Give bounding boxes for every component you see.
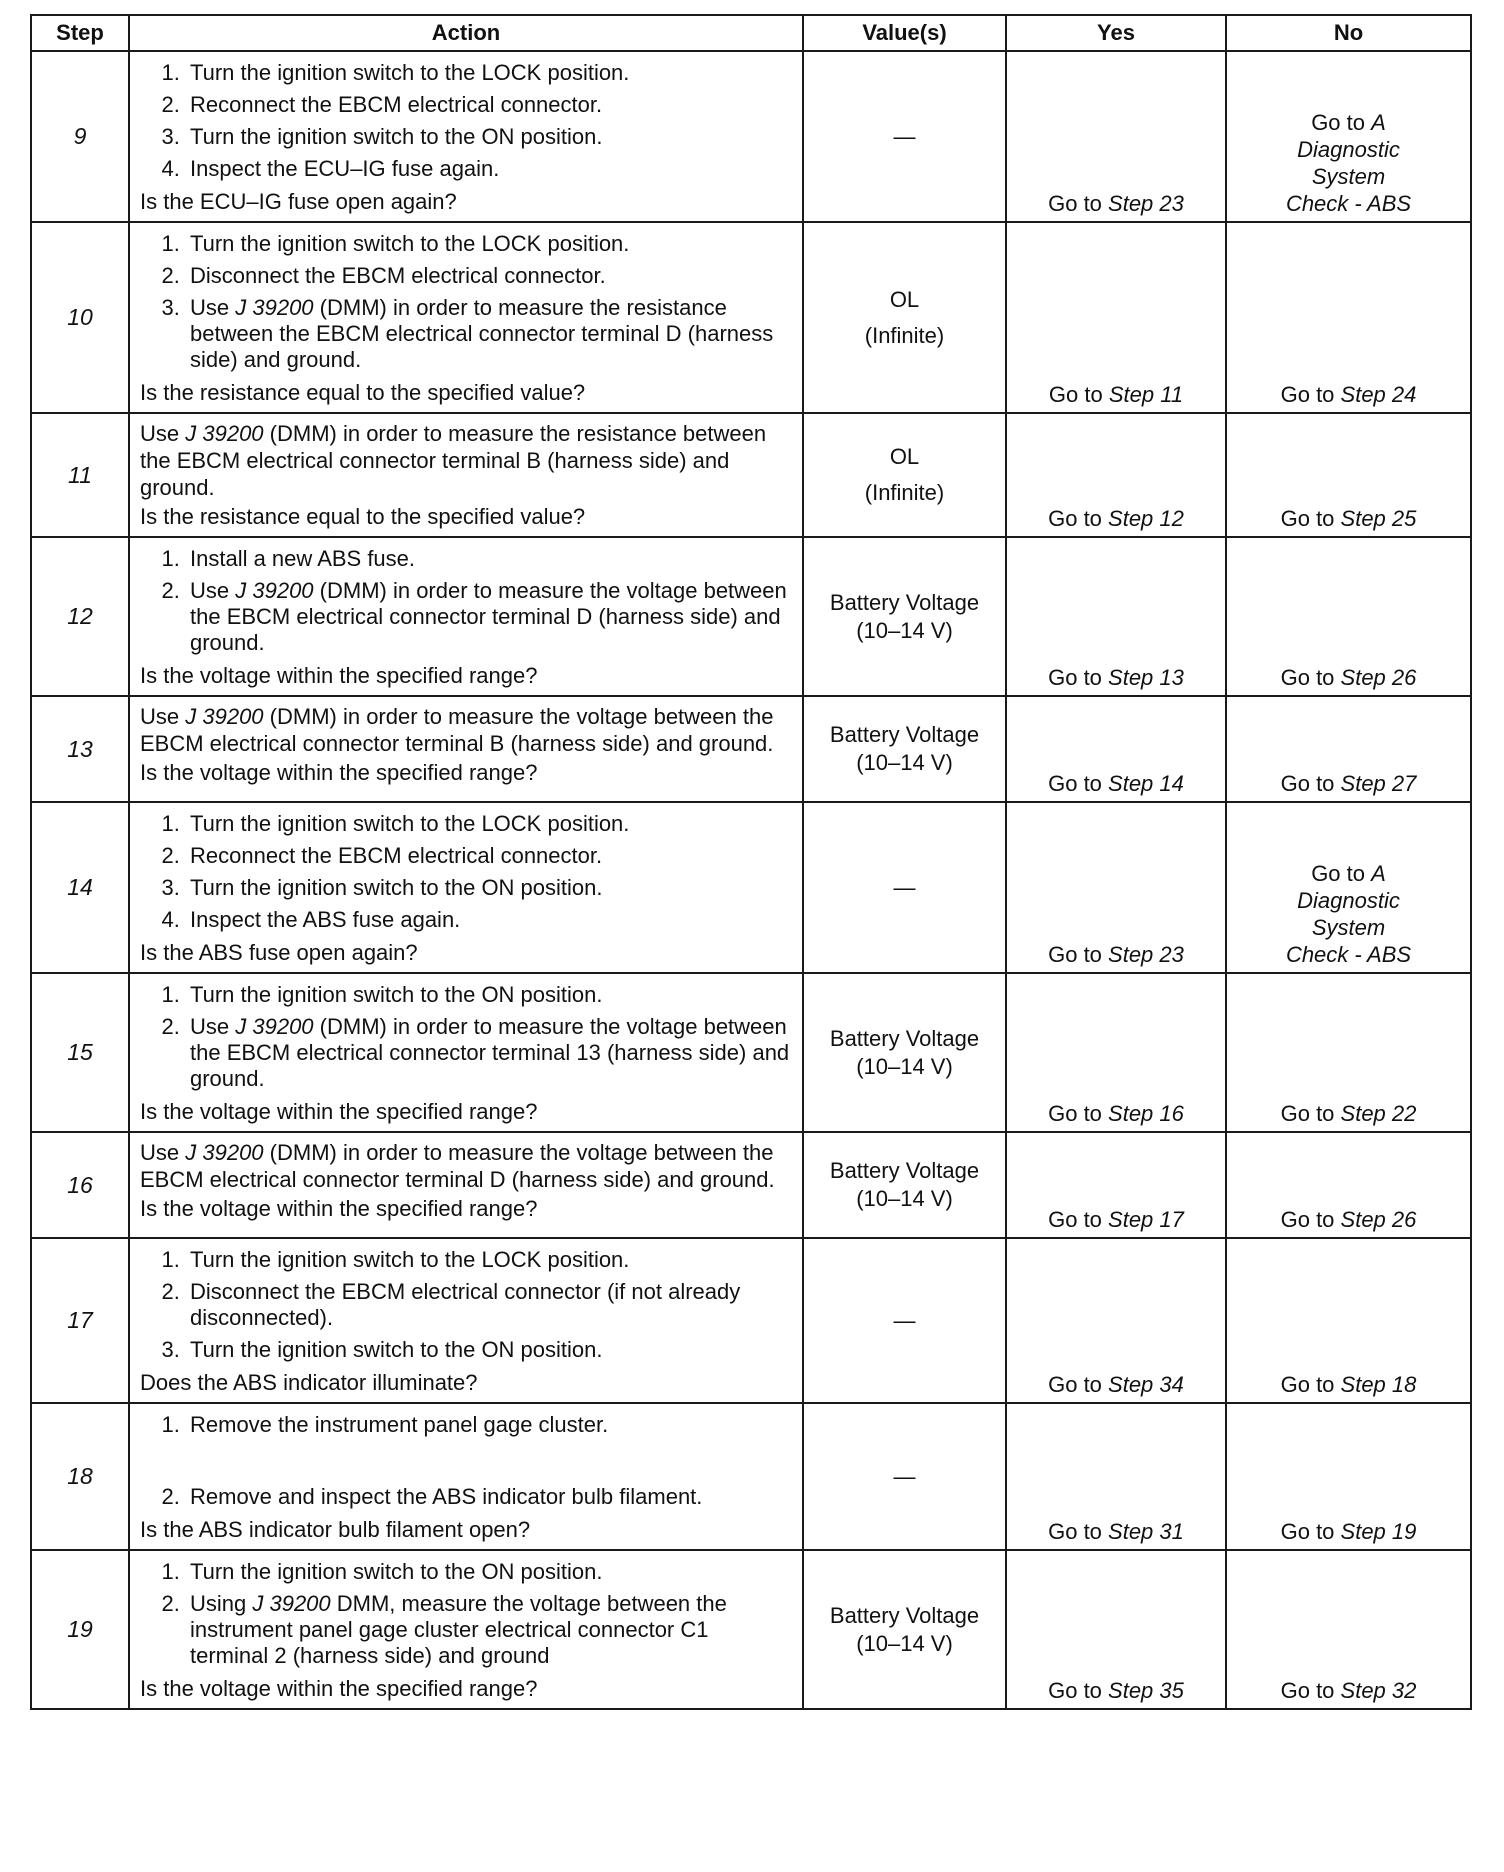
action-cell (129, 413, 803, 537)
action-question: Is the resistance equal to the specified value? (140, 504, 586, 529)
yes-cell (1006, 1550, 1226, 1709)
no-ref: Check - ABS (1285, 191, 1412, 216)
yes-goto-text: Go to (1048, 771, 1109, 796)
action-step-text: Disconnect the EBCM electrical connector. (190, 263, 606, 288)
yes-goto-text: Go to (1048, 382, 1109, 407)
action-steps (140, 231, 792, 373)
diagnostic-table (30, 14, 1472, 1710)
action-steps (140, 1559, 792, 1669)
action-step-tool-ref: J 39200 (235, 1014, 314, 1039)
no-cell (1226, 537, 1471, 696)
yes-step-ref: Step 35 (1108, 1678, 1184, 1703)
no-goto-text: Go to (1280, 382, 1341, 407)
value-cell (803, 802, 1006, 973)
yes-goto-text: Go to (1048, 942, 1109, 967)
no-goto-text: Go to (1280, 506, 1341, 531)
yes-step-ref: Step 23 (1108, 942, 1184, 967)
yes-step-ref: Step 31 (1108, 1519, 1184, 1544)
action-step (186, 1591, 792, 1669)
yes-goto-text: Go to (1048, 1101, 1109, 1126)
yes-cell (1006, 1403, 1226, 1550)
yes-step-ref: Step 34 (1108, 1372, 1184, 1397)
action-step-text: Turn the ignition switch to the LOCK position. (190, 60, 630, 85)
action-step-text: Inspect the ECU–IG fuse again. (190, 156, 500, 181)
value-primary: — (893, 123, 916, 149)
action-step (186, 295, 792, 373)
action-step (186, 1014, 792, 1092)
no-ref: Diagnostic (1297, 137, 1400, 162)
no-cell (1226, 413, 1471, 537)
no-cell (1226, 51, 1471, 222)
table-body (31, 51, 1471, 1709)
no-goto-text: Go to (1280, 1678, 1341, 1703)
action-instruction (140, 703, 792, 757)
value-cell (803, 973, 1006, 1132)
value-primary: Battery Voltage (829, 1025, 980, 1051)
action-cell (129, 1550, 803, 1709)
yes-step-ref: Step 13 (1108, 665, 1184, 690)
action-step-text: Using (190, 1591, 253, 1616)
yes-cell (1006, 1132, 1226, 1238)
value-primary: — (893, 1307, 916, 1333)
no-cell (1226, 973, 1471, 1132)
yes-cell (1006, 802, 1226, 973)
no-step-ref: Step 18 (1340, 1372, 1417, 1397)
action-cell (129, 537, 803, 696)
yes-goto-text: Go to (1048, 665, 1109, 690)
value-cell (803, 51, 1006, 222)
yes-step-ref: Step 23 (1108, 191, 1184, 216)
action-instruction-text: (DMM) in order to measure the voltage between the EBCM electrical connector terminal D (harness side) and ground. (140, 1140, 775, 1192)
no-goto-text: Go to (1280, 1519, 1341, 1544)
no-ref: System (1311, 915, 1386, 940)
no-ref: System (1311, 164, 1386, 189)
no-step-ref: Step 27 (1340, 771, 1417, 796)
action-steps (140, 60, 792, 182)
no-goto-text: Go to (1280, 1207, 1341, 1232)
no-cell (1226, 802, 1471, 973)
action-step-text: Use (190, 578, 236, 603)
action-step-text: Turn the ignition switch to the ON position. (190, 875, 603, 900)
action-step (186, 907, 792, 933)
action-steps (140, 546, 792, 656)
action-instruction-text: Use (140, 421, 186, 446)
action-step-text: Remove the instrument panel gage cluster. (190, 1412, 609, 1437)
value-primary: Battery Voltage (829, 1602, 980, 1628)
step-number: 18 (31, 1403, 129, 1550)
value-primary: — (893, 874, 916, 900)
action-instruction-text: (DMM) in order to measure the voltage between the EBCM electrical connector terminal B (harness side) and ground. (140, 704, 774, 756)
value-primary: Battery Voltage (829, 1158, 980, 1183)
action-step-text: Turn the ignition switch to the ON position. (190, 124, 603, 149)
value-cell (803, 1132, 1006, 1238)
yes-cell (1006, 696, 1226, 802)
action-instruction-text: (DMM) in order to measure the resistance between the EBCM electrical connector terminal B (harness side) and ground. (140, 421, 767, 500)
no-line (1227, 914, 1470, 941)
action-step (186, 1337, 792, 1363)
no-ref: A (1371, 861, 1386, 886)
no-ref: Diagnostic (1297, 888, 1400, 913)
yes-cell (1006, 413, 1226, 537)
no-line (1227, 163, 1470, 190)
no-goto-text: Go to (1280, 665, 1341, 690)
yes-goto-text: Go to (1048, 506, 1109, 531)
action-cell (129, 802, 803, 973)
action-step-text: Reconnect the EBCM electrical connector. (190, 843, 603, 868)
action-instruction (140, 420, 792, 501)
action-cell (129, 1132, 803, 1238)
step-number: 12 (31, 537, 129, 696)
action-cell (129, 696, 803, 802)
action-cell (129, 51, 803, 222)
action-step-text: Use (190, 1014, 236, 1039)
value-secondary: (10–14 V) (856, 617, 953, 643)
yes-step-ref: Step 12 (1108, 506, 1184, 531)
yes-cell (1006, 51, 1226, 222)
table-row (31, 973, 1471, 1132)
action-step-text: (DMM) in order to measure the resistance between the EBCM electrical connector terminal D (harness side) and ground. (190, 295, 774, 372)
action-step-tool-ref: J 39200 (235, 578, 314, 603)
no-ref: Check - ABS (1285, 942, 1412, 967)
action-step-text: Install a new ABS fuse. (190, 546, 416, 571)
step-number: 16 (31, 1132, 129, 1238)
header-no: No (1226, 15, 1471, 51)
action-step-tool-ref: J 39200 (252, 1591, 331, 1616)
action-step (186, 843, 792, 869)
no-goto-text: Go to (1311, 110, 1372, 135)
action-step-tool-ref: J 39200 (235, 295, 314, 320)
no-step-ref: Step 32 (1340, 1678, 1417, 1703)
header-values: Value(s) (803, 15, 1006, 51)
action-question: Is the voltage within the specified range? (140, 1196, 538, 1221)
action-step (186, 546, 792, 572)
action-step-text: Turn the ignition switch to the LOCK position. (190, 811, 630, 836)
action-step-text: DMM, measure the voltage between the instrument panel gage cluster electrical connector C1 terminal 2 (harness side) and ground (190, 1591, 727, 1668)
yes-cell (1006, 973, 1226, 1132)
yes-cell (1006, 222, 1226, 413)
no-goto-text: Go to (1280, 771, 1341, 796)
value-secondary: (10–14 V) (856, 1053, 953, 1079)
action-step (186, 982, 792, 1008)
action-step-text: Reconnect the EBCM electrical connector. (190, 92, 603, 117)
action-step-text: Use (190, 295, 236, 320)
value-cell (803, 1403, 1006, 1550)
no-ref: A (1371, 110, 1386, 135)
action-step-text: (DMM) in order to measure the voltage between the EBCM electrical connector terminal 13 (harness side) and ground. (190, 1014, 790, 1091)
no-step-ref: Step 26 (1340, 1207, 1417, 1232)
no-cell (1226, 1403, 1471, 1550)
table-row (31, 696, 1471, 802)
no-step-ref: Step 26 (1340, 665, 1417, 690)
table-row (31, 413, 1471, 537)
yes-cell (1006, 537, 1226, 696)
action-step (186, 231, 792, 257)
action-step (186, 578, 792, 656)
value-cell (803, 696, 1006, 802)
header-row (31, 15, 1471, 51)
no-line (1227, 136, 1470, 163)
no-goto-text: Go to (1311, 861, 1372, 886)
action-instruction-text: Use (140, 1140, 186, 1165)
action-instruction (140, 1139, 792, 1193)
diagnostic-table-sheet (30, 14, 1470, 1710)
action-steps (140, 811, 792, 933)
no-step-ref: Step 19 (1340, 1519, 1417, 1544)
action-question: Is the ECU–IG fuse open again? (140, 189, 457, 214)
yes-goto-text: Go to (1048, 1372, 1109, 1397)
no-cell (1226, 696, 1471, 802)
action-question: Is the voltage within the specified range? (140, 663, 538, 688)
action-step-text: Turn the ignition switch to the ON position. (190, 1559, 603, 1584)
no-line (1227, 109, 1470, 136)
no-line (1227, 190, 1470, 217)
value-primary: Battery Voltage (829, 722, 980, 747)
value-cell (803, 1550, 1006, 1709)
no-line (1227, 887, 1470, 914)
yes-step-ref: Step 14 (1108, 771, 1184, 796)
value-secondary: (10–14 V) (856, 1630, 953, 1656)
yes-cell (1006, 1238, 1226, 1403)
action-cell (129, 1403, 803, 1550)
yes-step-ref: Step 11 (1108, 382, 1184, 407)
header-yes: Yes (1006, 15, 1226, 51)
no-line (1227, 941, 1470, 968)
value-primary: OL (889, 444, 920, 469)
action-step-text: Inspect the ABS fuse again. (190, 907, 461, 932)
action-cell (129, 1238, 803, 1403)
value-cell (803, 413, 1006, 537)
yes-step-ref: Step 17 (1108, 1207, 1184, 1232)
table-row (31, 802, 1471, 973)
action-steps (140, 1412, 792, 1510)
action-question: Is the resistance equal to the specified value? (140, 380, 586, 405)
action-step (186, 875, 792, 901)
action-step (186, 1279, 792, 1331)
value-secondary: (10–14 V) (856, 750, 953, 775)
step-number: 19 (31, 1550, 129, 1709)
action-step-text: Turn the ignition switch to the LOCK position. (190, 231, 630, 256)
action-step-text: (DMM) in order to measure the voltage between the EBCM electrical connector terminal D (harness side) and ground. (190, 578, 787, 655)
no-goto-text: Go to (1280, 1101, 1341, 1126)
action-instruction-text: Use (140, 704, 186, 729)
no-step-ref: Step 25 (1340, 506, 1417, 531)
header-step: Step (31, 15, 129, 51)
no-cell (1226, 1550, 1471, 1709)
value-cell (803, 222, 1006, 413)
table-row (31, 222, 1471, 413)
table-row (31, 51, 1471, 222)
value-secondary: (Infinite) (864, 480, 945, 505)
action-step (186, 60, 792, 86)
action-step (186, 263, 792, 289)
yes-step-ref: Step 16 (1108, 1101, 1184, 1126)
step-number: 11 (31, 413, 129, 537)
no-line (1227, 860, 1470, 887)
value-spacer (804, 314, 1005, 322)
header-action: Action (129, 15, 803, 51)
value-primary: Battery Voltage (829, 589, 980, 615)
action-step (186, 92, 792, 118)
value-cell (803, 537, 1006, 696)
step-number: 17 (31, 1238, 129, 1403)
action-cell (129, 973, 803, 1132)
step-number: 14 (31, 802, 129, 973)
value-secondary: (Infinite) (864, 322, 945, 348)
action-question: Is the ABS indicator bulb filament open? (140, 1517, 531, 1542)
value-primary: — (893, 1463, 916, 1489)
table-row (31, 1132, 1471, 1238)
no-step-ref: Step 22 (1340, 1101, 1417, 1126)
yes-goto-text: Go to (1048, 1207, 1109, 1232)
action-steps (140, 982, 792, 1092)
step-number: 13 (31, 696, 129, 802)
table-row (31, 1403, 1471, 1550)
action-step (186, 1412, 792, 1438)
action-step (186, 1484, 792, 1510)
action-question: Is the ABS fuse open again? (140, 940, 418, 965)
no-cell (1226, 1238, 1471, 1403)
no-goto-text: Go to (1280, 1372, 1341, 1397)
action-step-text: Turn the ignition switch to the ON position. (190, 982, 603, 1007)
yes-goto-text: Go to (1048, 1678, 1109, 1703)
action-step (186, 811, 792, 837)
action-question: Does the ABS indicator illuminate? (140, 1370, 478, 1395)
value-secondary: (10–14 V) (856, 1186, 953, 1211)
value-primary: OL (889, 286, 920, 312)
step-number: 15 (31, 973, 129, 1132)
step-number: 10 (31, 222, 129, 413)
step-number: 9 (31, 51, 129, 222)
action-steps (140, 1247, 792, 1363)
action-step (186, 156, 792, 182)
yes-goto-text: Go to (1048, 1519, 1109, 1544)
action-question: Is the voltage within the specified range? (140, 1676, 538, 1701)
table-row (31, 537, 1471, 696)
value-cell (803, 1238, 1006, 1403)
action-step-text: Turn the ignition switch to the ON position. (190, 1337, 603, 1362)
action-step (186, 124, 792, 150)
table-row (31, 1238, 1471, 1403)
action-step-text: Disconnect the EBCM electrical connector (if not already disconnected). (190, 1279, 741, 1330)
no-cell (1226, 222, 1471, 413)
action-step-text: Turn the ignition switch to the LOCK position. (190, 1247, 630, 1272)
action-question: Is the voltage within the specified range? (140, 1099, 538, 1124)
action-question: Is the voltage within the specified range? (140, 760, 538, 785)
no-cell (1226, 1132, 1471, 1238)
value-spacer (804, 471, 1005, 479)
action-instruction-tool-ref: J 39200 (185, 1140, 264, 1165)
action-instruction-tool-ref: J 39200 (185, 704, 264, 729)
yes-goto-text: Go to (1048, 191, 1109, 216)
no-step-ref: Step 24 (1340, 382, 1417, 407)
action-step-text: Remove and inspect the ABS indicator bulb filament. (190, 1484, 703, 1509)
action-step (186, 1247, 792, 1273)
action-cell (129, 222, 803, 413)
action-instruction-tool-ref: J 39200 (185, 421, 264, 446)
action-step (186, 1559, 792, 1585)
table-row (31, 1550, 1471, 1709)
